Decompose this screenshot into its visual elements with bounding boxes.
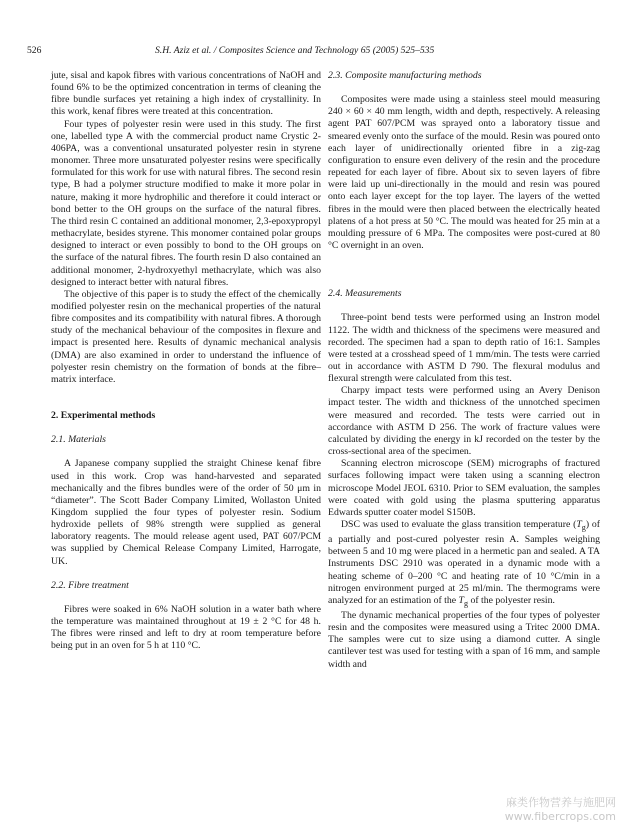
subsection-heading-composite-manufacturing: 2.3. Composite manufacturing methods [328, 70, 482, 81]
paragraph-dma: The dynamic mechanical properties of the four types of polyester resin and the composites were measured using a Tritec 2000 DMA. The samples were cut to size using a diamond cutter. A single cantilever test was used for testing with a span of 16 mm, and sample width and [328, 609, 600, 670]
paragraph-intro-continued: jute, sisal and kapok fibres with various concentrations of NaOH and found 6% to be the optimized concentration in terms of cleaning the fibre bundle surfaces yet retaining a high index of crystallinity. In this work, kenaf fibres were treated at this concentration. [51, 70, 321, 118]
tg-subscript: g [581, 522, 586, 532]
page-number: 526 [27, 45, 42, 56]
subsection-heading-fibre-treatment: 2.2. Fibre treatment [51, 579, 129, 591]
paragraph-three-point-bend: Three-point bend tests were performed using an Instron model 1122. The width and thickness of the specimens were measured and recorded. The specimen had a span to depth ratio of 16:1. Samples were tested at a crosshead speed of 1 mm/min. The tests were carried out in accordance with ASTM D 790. The flexural modulus and flexural strength were calculated from this test. [328, 312, 600, 385]
paragraph-resin-types: Four types of polyester resin were used in this study. The first one, labelled type A with the commercial product name Crystic 2-406PA, was a conventional unsaturated polyester resin in styrene monomer. Three more unsaturated polyester resins were specifically formulated for this work for use with natural fibres. The second resin type, B had a polymer structure modified to make it more polar in nature, making it more hydrophilic and therefore it could interact or bond better to the OH groups on the surface of the natural fibres. The third resin C contained an additional monomer, 2,3-epoxypropyl methacrylate, besides styrene. This monomer contained polar groups designed to interact or even possibly to bond to the OH groups on the surface of the natural fibres. The fourth resin D also contained an additional monomer, 2-hydroxyethyl methacrylate, which was also designed to interact better with natural fibres. [51, 118, 321, 288]
watermark-chinese-text: 麻类作物营养与施肥网 [506, 796, 616, 809]
watermark-url: www.fibercrops.com [504, 810, 616, 823]
paragraph-dsc [328, 519, 600, 610]
tg-symbol: T [576, 519, 582, 530]
paragraph-composite-manufacturing: Composites were made using a stainless steel mould measuring 240 × 60 × 40 mm length, width and depth, respectively. A releasing agent PAT 607/PCM was sprayed onto a laboratory tissue and smeared evenly onto the surface of the mould. Resin was poured onto each layer of unidirectionally oriented fibre in a zig-zag configuration to ensure even delivery of the resin and the procedure repeated for each layer of fibre. About six to seven layers of fibre were laid up uni-directionally in the mould and resin was poured onto each layer except for the top layer. The layers of the wetted fibres in the mould were then placed between the electrically heated platens of a hot press at 50 °C. The mould was heated for 25 min at a moulding pressure of 6 MPa. The composites were post-cured at 80 °C overnight in an oven. [328, 94, 600, 252]
tg-symbol-2: T [458, 594, 464, 606]
paragraph-fibre-treatment: Fibres were soaked in 6% NaOH solution in a water bath where the temperature was maintained throughout at 19 ± 2 °C for 48 h. The fibres were rinsed and left to dry at room temperature before being put in an oven for 5 h at 110 °C. [51, 603, 321, 652]
journal-running-head: S.H. Aziz et al. / Composites Science and Technology 65 (2005) 525–535 [155, 45, 435, 56]
paragraph-objective: The objective of this paper is to study the effect of the chemically modified polyester resin on the mechanical properties of the natural fibre composites and its compatibility with natural fibres. A thorough study of the mechanical behaviour of the composites in flexure and impact is presented here. Results of dynamic mechanical analysis (DMA) are also examined in order to understand the influence of polyester resin chemistry on the formation of bonds at the fibre–matrix interface. [51, 288, 321, 385]
right-column [328, 70, 600, 671]
paragraph-charpy-impact: Charpy impact tests were performed using an Avery Denison impact tester. The width and thickness of the unnotched specimen were measured and recorded. The tests were carried out in accordance with ASTM D 256. The work of fracture values were calculated by dividing the energy in kJ recorded on the tester by the cross-sectional area of the specimen. [328, 385, 600, 458]
left-column [51, 70, 321, 653]
subsection-heading-measurements: 2.4. Measurements [328, 288, 402, 300]
site-watermark [505, 796, 616, 824]
running-header [27, 44, 593, 58]
dsc-text-part-3: of the polyester resin. [468, 594, 555, 606]
subsection-heading-materials: 2.1. Materials [51, 434, 106, 446]
section-heading-experimental-methods: 2. Experimental methods [51, 410, 156, 422]
tg-subscript-2: g [463, 598, 468, 608]
dsc-text-part-2: ) of a partially and post-cured polyester resin A. Samples weighing between 5 and 10 mg were placed in a hermetic pan and sealed. A TA Instruments DSC 2910 was operated in a dynamic mode with a heating scheme of 0–200 °C and heating rate of 10 °C/min in a nitrogen environment purged at 25 ml/min. The thermograms were analyzed for an estimation of the [328, 519, 600, 606]
dsc-text-part-1: DSC was used to evaluate the glass transition temperature ( [341, 519, 577, 530]
paragraph-sem: Scanning electron microscope (SEM) micrographs of fractured surfaces following impact were taken using a scanning electron microscope Model JEOL 6310. Prior to SEM evaluation, the samples were coated with gold using the plasma sputtering apparatus Edwards sputter coater model S150B. [328, 458, 600, 518]
paragraph-materials: A Japanese company supplied the straight Chinese kenaf fibre used in this work. Crop was hand-harvested and separated mechanically and the fibres bundles were of the order of 50 μm in “diameter”. The Scott Bader Company Limited, Wollaston United Kingdom supplied the four types of polyester resin. Sodium hydroxide pellets of 98% strength were supplied as general laboratory reagents. The mould release agent used, PAT 607/PCM was supplied by Chemical Release Company Limited, Harrogate, UK. [51, 458, 321, 567]
